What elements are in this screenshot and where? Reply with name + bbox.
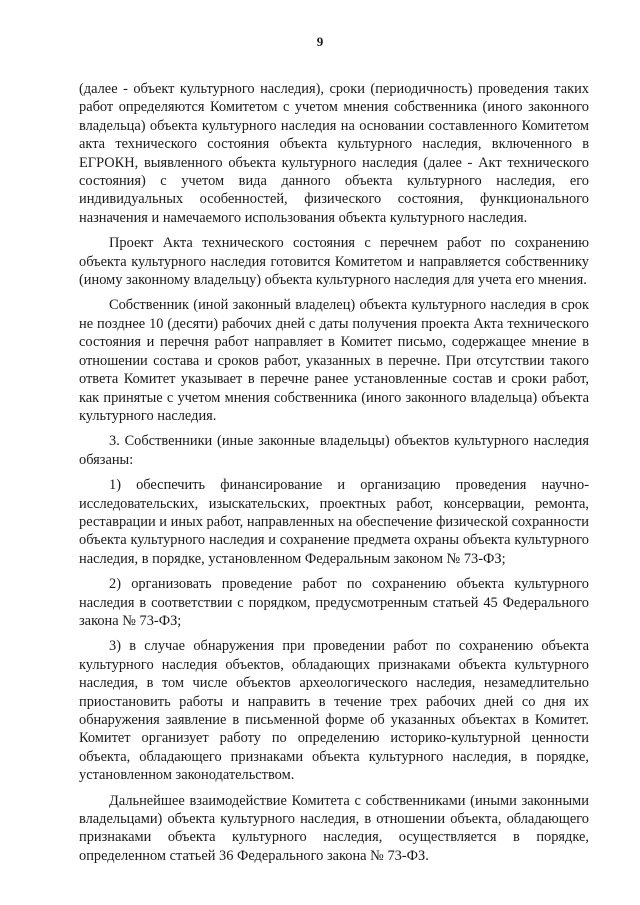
paragraph-further-interaction: Дальнейшее взаимодействие Комитета с собственниками (иными законными владельцами) объекта культурного наследия, в отношении объекта, обладающего признаками объекта культурного наследия, осуществляется в порядке, определенном статьей 36 Федерального закона № 73-ФЗ.: [79, 792, 589, 864]
list-item-3: 3) в случае обнаружения при проведении работ по сохранению объекта культурного наследия объектов, обладающих признаками объекта культурного наследия, в том числе объектов археологического наследия, незамедлительно приостановить работы и направить в течение трех рабочих дней со дня их обнаружения заявление в письменной форме об указанных объектах в Комитет. Комитет организует работу по определению историко-культурной ценности объекта, обладающего признаками объекта культурного наследия, в порядке, установленном законодательством.: [79, 638, 589, 784]
document-body: [79, 80, 589, 872]
paragraph-owner-obligations: 3. Собственники (иные законные владельцы) объектов культурного наследия обязаны:: [79, 433, 589, 468]
list-item-1: 1) обеспечить финансирование и организацию проведения научно-исследовательских, изыскательских, проектных работ, консервации, ремонта, реставрации и иных работ, направленных на обеспечение физической сохранности объекта культурного наследия и сохранение предмета охраны объекта культурного наследия, в порядке, установленном Федеральным законом № 73-ФЗ;: [79, 477, 589, 567]
list-item-2: 2) организовать проведение работ по сохранению объекта культурного наследия в соответствии с порядком, предусмотренным статьей 45 Федерального закона № 73-ФЗ;: [79, 576, 589, 629]
page-number: 9: [316, 34, 324, 49]
paragraph-continuation: (далее - объект культурного наследия), сроки (периодичность) проведения таких работ определяются Комитетом с учетом мнения собственника (иного законного владельца) объекта культурного наследия на основании составленного Комитетом акта технического состояния объекта культурного наследия, включенного в ЕГРОКН, выявленного объекта культурного наследия (далее - Акт технического состояния) с учетом вида данного объекта культурного наследия, его индивидуальных особенностей, физического состояния, функционального назначения и намечаемого использования объекта культурного наследия.: [79, 81, 589, 226]
paragraph-owner-response: Собственник (иной законный владелец) объекта культурного наследия в срок не позднее 10 (десяти) рабочих дней с даты получения проекта Акта технического состояния и перечня работ направляет в Комитет письмо, содержащее мнение в отношении состава и сроков работ, указанных в перечне. При отсутствии такого ответа Комитет указывает в перечне ранее установленные состав и сроки работ, как принятые с учетом мнения собственника (иного законного владельца) объекта культурного наследия.: [79, 297, 589, 424]
paragraph-draft-act: Проект Акта технического состояния с перечнем работ по сохранению объекта культурного наследия готовится Комитетом и направляется собственнику (иному законному владельцу) объекта культурного наследия для учета его мнения.: [79, 235, 589, 289]
